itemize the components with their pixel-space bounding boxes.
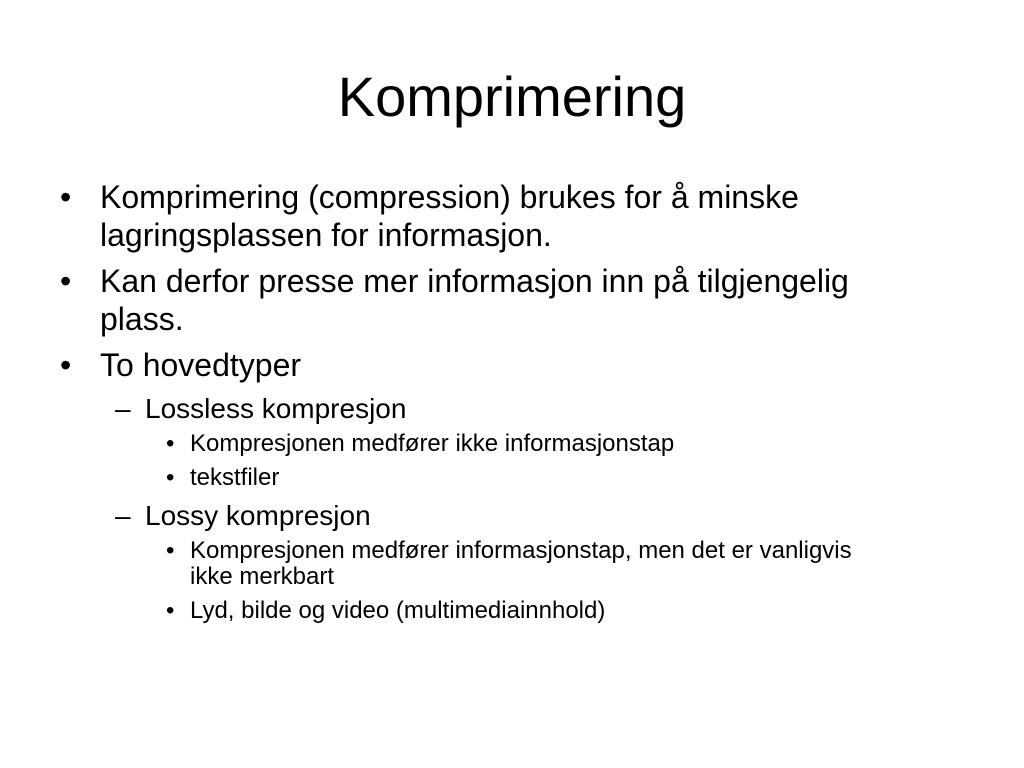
sub-bullet-item	[0, 392, 905, 425]
sub-sub-bullet-item	[0, 538, 890, 590]
sub-bullet-text: Lossy kompresjon	[145, 500, 371, 531]
bullet-marker: •	[60, 263, 72, 299]
sub-sub-bullet-item	[0, 598, 890, 624]
dash-marker: –	[115, 500, 131, 531]
bullet-marker: •	[166, 597, 175, 624]
sub-sub-bullet-item	[0, 431, 890, 457]
bullet-item	[0, 346, 860, 384]
bullet-marker: •	[166, 537, 175, 564]
bullet-item	[0, 178, 860, 254]
bullet-item	[0, 262, 860, 338]
slide-title: Komprimering	[337, 65, 687, 128]
sub-bullet-item	[0, 499, 905, 532]
sub-sub-bullet-item	[0, 465, 890, 491]
bullet-text: Kan derfor presse mer informasjon inn på tilgjengelig plass.	[100, 263, 849, 337]
bullet-list	[0, 178, 1024, 632]
sub-sub-bullet-text: Kompresjonen medfører ikke informasjonstap	[190, 430, 675, 457]
sub-bullet-text: Lossless kompresjon	[145, 393, 407, 424]
bullet-marker: •	[60, 347, 72, 383]
dash-marker: –	[115, 393, 131, 424]
bullet-text: To hovedtyper	[100, 347, 302, 383]
bullet-text: Komprimering (compression) brukes for å minske lagringsplassen for informasjon.	[100, 179, 799, 253]
bullet-marker: •	[60, 179, 72, 215]
sub-sub-bullet-text: tekstfiler	[190, 464, 280, 491]
bullet-marker: •	[166, 430, 175, 457]
bullet-marker: •	[166, 464, 175, 491]
sub-sub-bullet-text: Lyd, bilde og video (multimediainnhold)	[190, 597, 606, 624]
sub-sub-bullet-text: Kompresjonen medfører informasjonstap, men det er vanligvis ikke merkbart	[190, 537, 852, 590]
